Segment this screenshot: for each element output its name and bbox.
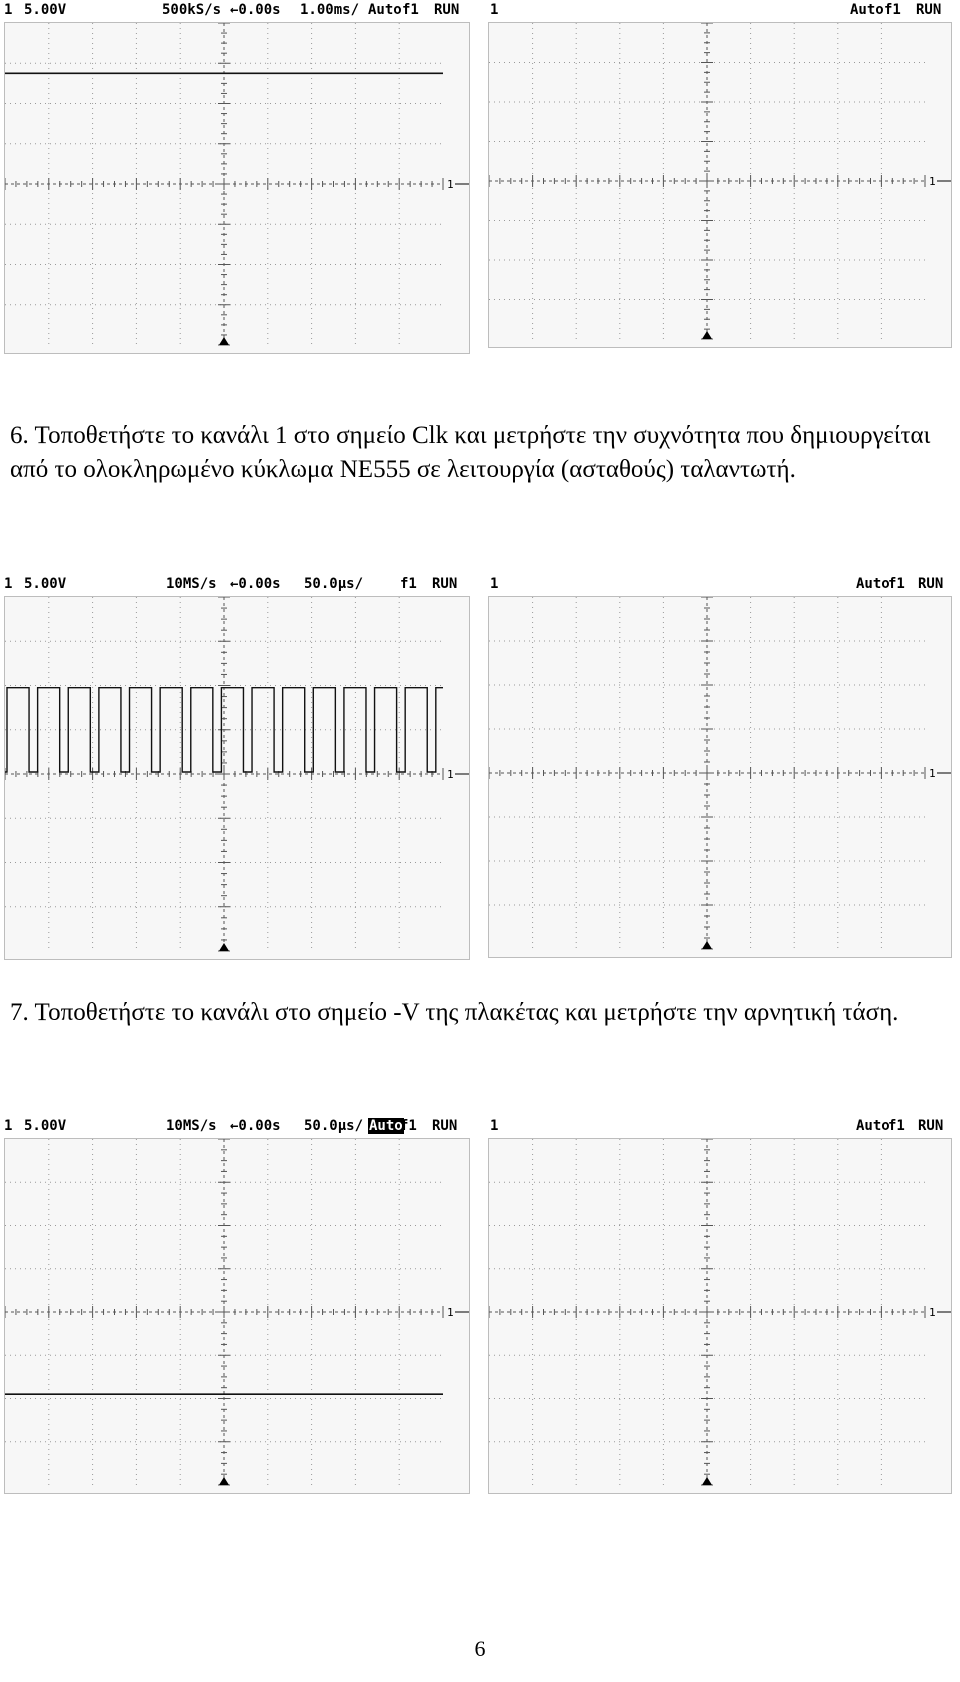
ground-marker-label: 1	[447, 768, 454, 781]
trigger-source: f1	[888, 1118, 905, 1134]
ground-marker-label: 1	[447, 178, 454, 191]
volts-per-div: 5.00V	[24, 2, 67, 18]
channel-label: 1	[490, 1118, 499, 1134]
channel-label: 1	[4, 2, 13, 18]
trigger-source: f1	[884, 2, 901, 18]
sample-rate: 10MS/s	[166, 576, 217, 592]
graticule	[488, 596, 952, 958]
trigger-position-marker	[702, 1477, 712, 1485]
scope-header	[488, 574, 956, 596]
ground-marker-label: 1	[929, 767, 936, 780]
scope-screen-2-left	[4, 574, 472, 962]
trigger-position-marker	[702, 941, 712, 949]
scope-screen-3-right	[488, 1116, 956, 1496]
run-status: RUN	[918, 1118, 944, 1134]
ground-marker-label: 1	[447, 1306, 454, 1319]
time-per-div: 50.0µs/	[304, 1118, 364, 1134]
graticule	[4, 22, 470, 354]
trigger-position-marker	[219, 1477, 229, 1485]
trigger-mode: Auto	[368, 2, 402, 18]
trigger-position-marker	[702, 331, 712, 339]
graticule-svg	[489, 1139, 951, 1493]
trigger-source: f1	[402, 2, 419, 18]
graticule	[488, 1138, 952, 1494]
scope-header	[488, 1116, 956, 1138]
channel-label: 1	[490, 2, 499, 18]
instruction-step-6: 6. Τοποθετήστε το κανάλι 1 στο σημείο Clk και μετρήστε την συχνότητα που δημιουργείται από το ολοκληρωμένο κύκλωμα NE555 σε λειτουργία (ασταθούς) ταλαντωτή.	[10, 422, 931, 483]
scope-screen-3-left	[4, 1116, 472, 1496]
run-status: RUN	[918, 576, 944, 592]
trigger-position-marker	[219, 943, 229, 951]
instruction-step-7: 7. Τοποθετήστε το κανάλι στο σημείο -V της πλακέτας και μετρήστε την αρνητική τάση.	[10, 999, 899, 1026]
sample-rate: 10MS/s	[166, 1118, 217, 1134]
run-status: RUN	[434, 2, 460, 18]
trigger-mode: Auto	[369, 1118, 403, 1134]
time-per-div: 50.0µs/	[304, 576, 364, 592]
volts-per-div: 5.00V	[24, 576, 67, 592]
run-status: RUN	[432, 576, 458, 592]
channel-label: 1	[490, 576, 499, 592]
channel-label: 1	[4, 576, 13, 592]
graticule-svg	[489, 23, 951, 347]
graticule-svg	[5, 23, 469, 353]
trigger-mode: Auto	[856, 576, 890, 592]
run-status: RUN	[916, 2, 942, 18]
time-offset: ←0.00s	[230, 1118, 281, 1134]
graticule	[488, 22, 952, 348]
volts-per-div: 5.00V	[24, 1118, 67, 1134]
ground-marker-label: 1	[929, 1306, 936, 1319]
graticule-svg	[489, 597, 951, 957]
graticule	[4, 596, 470, 960]
scope-header	[488, 0, 956, 22]
scope-screen-1-right	[488, 0, 956, 350]
trigger-source: f1	[400, 1118, 417, 1134]
scope-screen-2-right	[488, 574, 956, 960]
ground-marker-label: 1	[929, 175, 936, 188]
graticule-svg	[5, 1139, 469, 1493]
scope-header	[4, 0, 472, 22]
trigger-source: f1	[888, 576, 905, 592]
time-per-div: 1.00ms/	[300, 2, 360, 18]
trigger-mode: Auto	[856, 1118, 890, 1134]
graticule-svg	[5, 597, 469, 959]
sample-rate: 500kS/s	[162, 2, 222, 18]
scope-header	[4, 1116, 472, 1138]
trigger-position-marker	[219, 337, 229, 345]
trigger-source: f1	[400, 576, 417, 592]
scope-screen-1-left	[4, 0, 472, 356]
page-number: 6	[474, 1636, 486, 1661]
run-status: RUN	[432, 1118, 458, 1134]
channel-label: 1	[4, 1118, 13, 1134]
graticule	[4, 1138, 470, 1494]
trigger-mode: Auto	[850, 2, 884, 18]
scope-header	[4, 574, 472, 596]
time-offset: ←0.00s	[230, 2, 281, 18]
time-offset: ←0.00s	[230, 576, 281, 592]
